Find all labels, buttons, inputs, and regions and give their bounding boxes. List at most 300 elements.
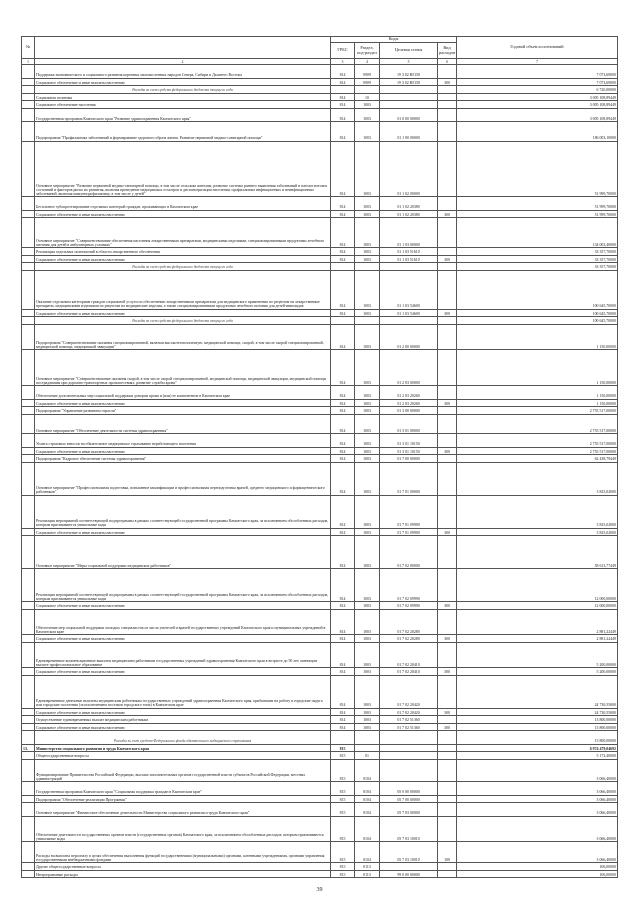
row-expense-type: [438, 324, 457, 350]
row-grbs: 814: [331, 141, 355, 197]
table-row: [22, 642, 618, 668]
row-name: Единовременные компенсационные выплаты медицинским работникам государственных учреждений здравоохранения Камчатского края в возрасте до 50 лет, имеющим высшее профессиональное образование: [35, 642, 331, 668]
row-grbs: 814: [331, 248, 355, 256]
table-row: [22, 101, 618, 109]
row-expense-type: [438, 93, 457, 101]
row-razdel: 1003: [355, 675, 380, 708]
table-row: [22, 723, 618, 731]
row-expense-type: [438, 108, 457, 122]
row-razdel: 1003: [355, 602, 380, 610]
row-razdel: 0113: [355, 863, 380, 871]
row-target-article: 01 7 02 09990: [380, 569, 438, 602]
row-name: Социальное обеспечение населения: [35, 101, 331, 109]
row-name: Другие общегосударственные вопросы: [35, 863, 331, 871]
row-amount: 100 645,70000: [457, 309, 618, 317]
row-razdel: 1003: [355, 270, 380, 309]
row-grbs: 814: [331, 108, 355, 122]
row-amount: 3 005 108,89449: [457, 108, 618, 122]
row-razdel: 1003: [355, 642, 380, 668]
row-grbs: 814: [331, 407, 355, 415]
row-target-article: [380, 744, 438, 752]
row-expense-type: [438, 759, 457, 782]
row-razdel: 1003: [355, 255, 380, 263]
row-number: [22, 65, 35, 79]
row-number: [22, 842, 35, 863]
row-amount: 3 066,40000: [457, 782, 618, 796]
row-number: [22, 248, 35, 256]
row-number: [22, 803, 35, 817]
table-row: [22, 668, 618, 676]
row-grbs: 814: [331, 602, 355, 610]
row-amount: 5 200,00000: [457, 668, 618, 676]
row-target-article: 19 3 02 R5150: [380, 65, 438, 79]
row-name: Расходы за счет средств федерального бюджета текущего года: [35, 86, 331, 94]
row-razdel: 1003: [355, 210, 380, 218]
row-number: [22, 255, 35, 263]
row-amount: 51 999,70000: [457, 197, 618, 211]
row-name: Расходы за счет средств Федерального фонда обязательного медицинского страхования: [35, 731, 331, 745]
row-grbs: 814: [331, 642, 355, 668]
table-row: [22, 716, 618, 724]
row-razdel: 0104: [355, 842, 380, 863]
row-amount: 1 150,00000: [457, 399, 618, 407]
row-target-article: [380, 263, 438, 271]
row-amount: 3 825,02000: [457, 495, 618, 528]
table-body: [22, 37, 618, 878]
row-name: Социальное обеспечение и иные выплаты населению: [35, 708, 331, 716]
row-grbs: 814: [331, 255, 355, 263]
table-row: [22, 447, 618, 455]
row-target-article: 01 2 03 00000: [380, 350, 438, 386]
row-razdel: 0909: [355, 78, 380, 86]
row-razdel: [355, 731, 380, 745]
row-target-article: 01 1 03 51610: [380, 248, 438, 256]
row-number: [22, 93, 35, 101]
row-number: [22, 447, 35, 455]
row-grbs: 814: [331, 447, 355, 455]
row-expense-type: [438, 122, 457, 142]
row-grbs: 814: [331, 93, 355, 101]
row-name: Осуществление единовременных выплат медицинским работникам: [35, 716, 331, 724]
row-razdel: 1003: [355, 455, 380, 463]
table-row: [22, 795, 618, 803]
row-grbs: 814: [331, 723, 355, 731]
row-amount: 3 005 108,89449: [457, 93, 618, 101]
row-amount: 1 150,00000: [457, 386, 618, 400]
row-name: Подпрограмма "Обеспечение реализации Программы": [35, 795, 331, 803]
row-expense-type: 300: [438, 602, 457, 610]
table-row: [22, 635, 618, 643]
row-expense-type: [438, 495, 457, 528]
col-index: 6: [438, 59, 457, 65]
table-row: [22, 675, 618, 708]
table-row: [22, 528, 618, 536]
row-amount: 2 755 517,00000: [457, 407, 618, 415]
row-grbs: 814: [331, 455, 355, 463]
row-expense-type: [438, 716, 457, 724]
row-razdel: 1003: [355, 141, 380, 197]
row-razdel: 1003: [355, 197, 380, 211]
row-number: [22, 101, 35, 109]
header-cs: Целевая статья: [380, 43, 438, 59]
header-amount: Годовой объем ассигнований: [457, 37, 618, 59]
row-name: Оказание отдельным категориям граждан социальной услуги по обеспечению лекарственными препаратами для медицинского применения по рецептам на лекарственные препараты, медицинскими изделиями по рецептам на медицинские изделия, а также специализированными продуктами лечебного питания для детей-инвалидов: [35, 270, 331, 309]
row-name: Основное мероприятие "Меры социальной поддержки медицинских работников": [35, 536, 331, 569]
row-amount: 2 755 517,00000: [457, 414, 618, 434]
row-name: Бесплатное зубопротезирование отдельных категорий граждан, проживающих в Камчатском крае: [35, 197, 331, 211]
table-row: [22, 65, 618, 79]
row-amount: 134 003,40000: [457, 218, 618, 248]
table-row: [22, 197, 618, 211]
row-name: Социальное обеспечение и иные выплаты населению: [35, 399, 331, 407]
row-name: Обеспечение дополнительных мер социальной поддержки донорам крови и (или) ее компонентов в Камчатском крае: [35, 386, 331, 400]
row-grbs: 814: [331, 716, 355, 724]
row-target-article: 01 1 03 00000: [380, 218, 438, 248]
row-razdel: 1003: [355, 122, 380, 142]
row-name: Функционирование Правительства Российской Федерации, высших исполнительных органов государственной власти субъектов Российской Федерации, местных администраций: [35, 759, 331, 782]
row-amount: 3 066,40000: [457, 759, 618, 782]
row-expense-type: 300: [438, 309, 457, 317]
row-target-article: 01 7 02 20280: [380, 635, 438, 643]
row-amount: 100 645,70000: [457, 270, 618, 309]
row-razdel: 1003: [355, 434, 380, 448]
row-number: [22, 218, 35, 248]
row-razdel: 1003: [355, 324, 380, 350]
row-number: [22, 434, 35, 448]
row-expense-type: [438, 317, 457, 325]
row-razdel: 1003: [355, 218, 380, 248]
row-target-article: 01 2 00 00000: [380, 324, 438, 350]
row-razdel: 10: [355, 93, 380, 101]
row-name: Государственная программа Камчатского края "Социальная поддержка граждан в Камчатском крае": [35, 782, 331, 796]
row-grbs: 814: [331, 668, 355, 676]
row-expense-type: [438, 263, 457, 271]
row-name: Основное мероприятие "Развитие первичной медико-санитарной помощи, в том числе сельским жителям, развитие системы раннего выявления заболеваний и патологических состояний и факторов риска их развития, включая проведение медицинских осмотров и диспансеризации населения, профилактика инфекционных и неинфекционных заболеваний, включая иммунопрофилактику, в том числе у детей": [35, 141, 331, 197]
table-row: [22, 602, 618, 610]
row-amount: 1 150,00000: [457, 350, 618, 386]
row-razdel: 1003: [355, 386, 380, 400]
table-row: [22, 270, 618, 309]
col-index: 5: [380, 59, 438, 65]
row-grbs: 814: [331, 122, 355, 142]
table-row: [22, 255, 618, 263]
row-number: [22, 528, 35, 536]
row-expense-type: [438, 386, 457, 400]
row-razdel: 0104: [355, 816, 380, 842]
table-row: [22, 782, 618, 796]
row-grbs: 815: [331, 863, 355, 871]
table-row: [22, 122, 618, 142]
row-number: [22, 407, 35, 415]
row-amount: 100 645,70000: [457, 317, 618, 325]
row-grbs: [331, 86, 355, 94]
row-target-article: 01 3 01 10150: [380, 434, 438, 448]
row-expense-type: [438, 407, 457, 415]
row-razdel: 0909: [355, 65, 380, 79]
row-grbs: 814: [331, 675, 355, 708]
row-amount: 3 066,40000: [457, 795, 618, 803]
row-number: [22, 78, 35, 86]
row-razdel: 1003: [355, 495, 380, 528]
row-target-article: 01 7 02 00000: [380, 536, 438, 569]
row-expense-type: [438, 863, 457, 871]
table-row: [22, 752, 618, 760]
row-razdel: 0104: [355, 782, 380, 796]
row-name: Расходы за счет средств федерального бюджета текущего года: [35, 317, 331, 325]
row-grbs: 815: [331, 870, 355, 878]
row-expense-type: [438, 536, 457, 569]
row-number: [22, 399, 35, 407]
row-number: [22, 455, 35, 463]
row-target-article: 01 7 02 51360: [380, 723, 438, 731]
table-row: [22, 434, 618, 448]
table-row: [22, 263, 618, 271]
row-grbs: 814: [331, 78, 355, 86]
row-amount: 2 755 517,00000: [457, 434, 618, 448]
row-number: [22, 309, 35, 317]
row-expense-type: 300: [438, 635, 457, 643]
row-name: Реализация отдельных полномочий в области лекарственного обеспечения: [35, 248, 331, 256]
table-row: [22, 609, 618, 635]
row-grbs: 814: [331, 65, 355, 79]
row-amount: 7 073,69000: [457, 78, 618, 86]
row-name: Единовременные денежные выплаты медицинским работникам государственных учреждений здравоохранения Камчатского края, прибывшим на работу в городские округа или городские поселения (за исключением поселков городского типа) в Камчатском крае: [35, 675, 331, 708]
row-target-article: 01 1 03 54600: [380, 309, 438, 317]
table-row: [22, 569, 618, 602]
row-name: Государственная программа Камчатского края "Развитие здравоохранения Камчатского края": [35, 108, 331, 122]
row-expense-type: [438, 270, 457, 309]
row-amount: 33 357,70000: [457, 255, 618, 263]
row-target-article: 01 7 02 20420: [380, 708, 438, 716]
row-target-article: 01 1 03 54600: [380, 270, 438, 309]
row-razdel: 0104: [355, 759, 380, 782]
row-amount: 62 438,79449: [457, 455, 618, 463]
row-grbs: 814: [331, 324, 355, 350]
row-razdel: 1003: [355, 108, 380, 122]
row-expense-type: [438, 248, 457, 256]
row-razdel: 1003: [355, 414, 380, 434]
row-expense-type: [438, 65, 457, 79]
row-amount: 51 999,70000: [457, 210, 618, 218]
page-number: 39: [316, 887, 323, 893]
table-row: [22, 462, 618, 495]
row-target-article: 01 7 02 20280: [380, 609, 438, 635]
row-amount: 1 150,00000: [457, 324, 618, 350]
row-grbs: 814: [331, 101, 355, 109]
row-target-article: 01 2 03 20260: [380, 386, 438, 400]
row-razdel: 0113: [355, 870, 380, 878]
row-grbs: 815: [331, 744, 355, 752]
row-target-article: [380, 759, 438, 782]
table-row: [22, 759, 618, 782]
col-index: 4: [355, 59, 380, 65]
row-name: Реализация мероприятий соответствующей подпрограммы в рамках соответствующей государственной программы Камчатского края, за исключением обособленных расходов, которым присваиваются уникальные коды: [35, 569, 331, 602]
row-expense-type: [438, 816, 457, 842]
row-amount: 3 005 108,89449: [457, 101, 618, 109]
row-grbs: 814: [331, 635, 355, 643]
row-number: [22, 197, 35, 211]
table-row: [22, 86, 618, 94]
row-grbs: 814: [331, 399, 355, 407]
row-number: [22, 731, 35, 745]
table-row: [22, 816, 618, 842]
row-grbs: [331, 731, 355, 745]
table-row: [22, 309, 618, 317]
row-target-article: [380, 93, 438, 101]
row-name: Основное мероприятие "Обеспечение деятельности системы здравоохранения": [35, 414, 331, 434]
row-number: [22, 752, 35, 760]
row-number: [22, 642, 35, 668]
row-razdel: 1003: [355, 569, 380, 602]
col-index: 1: [22, 59, 35, 65]
row-grbs: [331, 263, 355, 271]
row-target-article: 99 0 00 00000: [380, 870, 438, 878]
header-name: [35, 37, 331, 59]
table-row: [22, 842, 618, 863]
header-num: №: [22, 37, 35, 59]
row-grbs: 815: [331, 752, 355, 760]
row-name: Обеспечение мер социальной поддержки молодых специалистов из числа учителей и врачей государственных учреждений Камчатского края и муниципальных учреждений в Камчатском крае: [35, 609, 331, 635]
row-number: [22, 782, 35, 796]
row-razdel: 1003: [355, 447, 380, 455]
table-row: [22, 350, 618, 386]
row-expense-type: [438, 569, 457, 602]
row-expense-type: 300: [438, 210, 457, 218]
row-expense-type: [438, 101, 457, 109]
col-index: 7: [457, 59, 618, 65]
row-grbs: 814: [331, 536, 355, 569]
row-amount: 24 730,55000: [457, 675, 618, 708]
row-number: [22, 141, 35, 197]
row-grbs: 815: [331, 816, 355, 842]
row-name: Обеспечение деятельности государственных органов власти (государственных органов) Камчатского края, за исключением обособленных расходов, которым присваиваются уникальные коды: [35, 816, 331, 842]
budget-table: [21, 36, 618, 878]
row-number: [22, 317, 35, 325]
table-row: [22, 455, 618, 463]
row-expense-type: [438, 141, 457, 197]
row-grbs: 814: [331, 528, 355, 536]
table-row: [22, 248, 618, 256]
row-target-article: [380, 752, 438, 760]
row-razdel: 1003: [355, 635, 380, 643]
table-row: [22, 708, 618, 716]
row-target-article: 01 7 01 00000: [380, 462, 438, 495]
row-name: Уплата страховых взносов на обязательное медицинское страхование неработающего населения: [35, 434, 331, 448]
row-expense-type: [438, 870, 457, 878]
row-target-article: 05 7 00 00000: [380, 795, 438, 803]
row-razdel: 1003: [355, 407, 380, 415]
row-razdel: 0104: [355, 803, 380, 817]
row-number: [22, 414, 35, 434]
row-razdel: 1003: [355, 609, 380, 635]
table-row: [22, 93, 618, 101]
row-target-article: 01 7 02 51360: [380, 716, 438, 724]
row-target-article: 01 1 02 20380: [380, 197, 438, 211]
row-number: [22, 350, 35, 386]
table-row: [22, 317, 618, 325]
row-target-article: [380, 101, 438, 109]
row-name: Социальное обеспечение и иные выплаты населению: [35, 309, 331, 317]
row-razdel: [355, 317, 380, 325]
row-amount: 33 357,70000: [457, 248, 618, 256]
row-expense-type: [438, 642, 457, 668]
row-name: Социальное обеспечение и иные выплаты населению: [35, 255, 331, 263]
row-target-article: 01 7 02 20410: [380, 642, 438, 668]
row-expense-type: [438, 675, 457, 708]
row-target-article: 01 7 01 09990: [380, 528, 438, 536]
row-grbs: 815: [331, 782, 355, 796]
row-number: [22, 569, 35, 602]
row-razdel: 1003: [355, 399, 380, 407]
row-name: Подпрограмма "Управление развитием отрасли": [35, 407, 331, 415]
row-target-article: [380, 863, 438, 871]
row-razdel: 1003: [355, 708, 380, 716]
row-number: [22, 723, 35, 731]
row-amount: 33 357,70000: [457, 263, 618, 271]
row-expense-type: [438, 782, 457, 796]
header-codes: Коды: [331, 37, 457, 43]
row-number: [22, 759, 35, 782]
row-target-article: 01 1 03 51610: [380, 255, 438, 263]
row-expense-type: 300: [438, 255, 457, 263]
row-amount: 13 800,00000: [457, 723, 618, 731]
row-amount: 106,00000: [457, 870, 618, 878]
row-grbs: 815: [331, 795, 355, 803]
row-razdel: 1003: [355, 723, 380, 731]
row-target-article: 19 3 02 R5150: [380, 78, 438, 86]
row-amount: 6 720,00000: [457, 86, 618, 94]
row-expense-type: 100: [438, 842, 457, 863]
row-expense-type: [438, 86, 457, 94]
row-target-article: [380, 86, 438, 94]
row-target-article: 01 3 01 10150: [380, 447, 438, 455]
row-number: [22, 609, 35, 635]
row-expense-type: [438, 795, 457, 803]
header-row-top: [22, 37, 618, 43]
row-expense-type: [438, 752, 457, 760]
row-expense-type: [438, 434, 457, 448]
row-number: [22, 324, 35, 350]
row-grbs: 814: [331, 197, 355, 211]
row-name: Основное мероприятие "Профессиональная подготовка, повышение квалификации и профессиональная переподготовка врачей, среднего медицинского и фармацевтического работников": [35, 462, 331, 495]
row-amount: 7 073,69000: [457, 65, 618, 79]
row-expense-type: 300: [438, 447, 457, 455]
row-grbs: 814: [331, 386, 355, 400]
row-name: Реализация мероприятий соответствующей подпрограммы в рамках соответствующей государственной программы Камчатского края, за исключением обособленных расходов, которым присваиваются уникальные коды: [35, 495, 331, 528]
row-target-article: 05 7 03 10010: [380, 816, 438, 842]
row-expense-type: [438, 350, 457, 386]
row-amount: 3 825,02000: [457, 528, 618, 536]
row-name: Министерство социального развития и труда Камчатского края: [35, 744, 331, 752]
row-name: Социальная политика: [35, 93, 331, 101]
row-target-article: 01 1 02 00000: [380, 141, 438, 197]
row-razdel: 1003: [355, 101, 380, 109]
header-vr: Вид расходов: [438, 43, 457, 59]
row-expense-type: 300: [438, 723, 457, 731]
row-amount: 3 066,40000: [457, 816, 618, 842]
row-amount: 106,00000: [457, 863, 618, 871]
table-row: [22, 407, 618, 415]
row-amount: 2 881,22449: [457, 635, 618, 643]
row-grbs: 814: [331, 609, 355, 635]
table-row: [22, 399, 618, 407]
row-razdel: 01: [355, 752, 380, 760]
row-expense-type: 300: [438, 668, 457, 676]
table-row: [22, 863, 618, 871]
row-name: Социальное обеспечение и иные выплаты населению: [35, 602, 331, 610]
row-amount: 186 003,10000: [457, 122, 618, 142]
row-name: Поддержка экономического и социального развития коренных малочисленных народов Севера, Сибири и Дальнего Востока: [35, 65, 331, 79]
